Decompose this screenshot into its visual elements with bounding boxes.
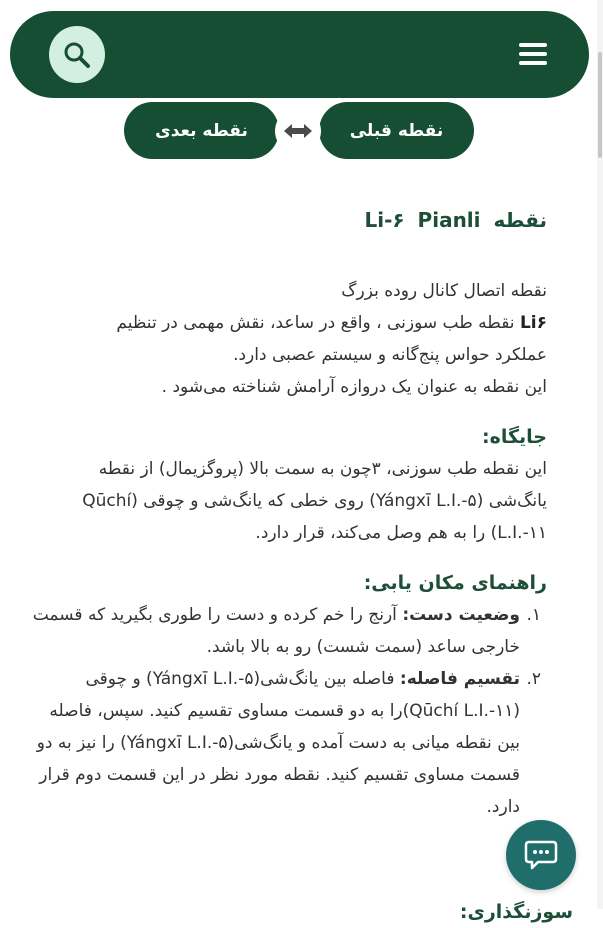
previous-point-label: نقطه قبلی <box>349 120 444 141</box>
search-button[interactable] <box>49 26 105 83</box>
intro-line-3: این نقطه به عنوان یک دروازه آرامش شناخته می‌شود . <box>161 377 547 397</box>
page-title: نقطه Li-۶ Pianli <box>364 208 547 232</box>
scrollbar-track[interactable] <box>597 0 603 909</box>
chat-button[interactable] <box>506 820 576 890</box>
previous-point-button[interactable] <box>319 102 474 159</box>
intro-line-2: Li۶ نقطه طب سوزنی ، واقع در ساعد، نقش مهمی در تنظیم عملکرد حواس پنج‌گانه و سیستم عصبی دارد. <box>116 313 547 365</box>
point-code: Li۶ <box>519 313 547 333</box>
next-point-label: نقطه بعدی <box>155 120 248 141</box>
needling-heading: سوزنگذاری: <box>459 901 573 923</box>
chat-bubble-icon <box>524 839 558 871</box>
guide-steps <box>32 599 547 823</box>
guide-heading: راهنمای مکان یابی: <box>363 572 547 594</box>
step-text: فاصله بین یانگ‌شی(Yángxī L.I.-۵) و چوقی (Qūchí L.I.-۱۱)را به دو قسمت مساوی تقسیم کنید. سپس، فاصله بین نقطه میانی به دست آمده و یانگ‌شی(Yángxī L.I.-۵) را نیز به دو قسمت مساوی تقسیم کنید. نقطه مورد نظر در این قسمت دوم قرار دارد. <box>36 669 520 817</box>
step-title: وضعیت دست: <box>402 605 520 625</box>
step-number: ۲. <box>526 669 541 689</box>
left-right-arrow-icon <box>284 123 312 139</box>
step-title: تقسیم فاصله: <box>399 669 520 689</box>
hamburger-menu-icon-line <box>519 43 547 47</box>
intro-line-1: نقطه اتصال کانال روده بزرگ <box>341 281 547 301</box>
hamburger-menu-button[interactable] <box>519 41 547 67</box>
step-number: ۱. <box>526 605 541 625</box>
article-content <box>32 195 547 823</box>
header-bar <box>10 11 589 98</box>
hamburger-menu-icon-line <box>519 52 547 56</box>
location-heading: جایگاه: <box>482 426 547 448</box>
next-point-button[interactable] <box>124 102 279 159</box>
guide-step <box>32 663 547 823</box>
intro-text <box>60 275 547 403</box>
swap-divider <box>275 108 321 154</box>
location-text: این نقطه طب سوزنی، ۳چون به سمت بالا (پروگزیمال) از نقطه یانگ‌شی (Yángxī L.I.-۵) روی خطی که یانگ‌شی و چوقی (Qūchí L.I.-۱۱) را به هم وصل می‌کند، قرار دارد. <box>82 459 547 543</box>
point-navigation <box>124 102 474 159</box>
step-text: آرنج را خم کرده و دست را طوری بگیرید که قسمت خارجی ساعد (سمت شست) رو به بالا باشد. <box>32 605 520 657</box>
scrollbar-thumb[interactable] <box>598 52 602 158</box>
guide-step <box>32 599 547 663</box>
hamburger-menu-icon-line <box>519 61 547 65</box>
search-icon <box>62 40 92 70</box>
